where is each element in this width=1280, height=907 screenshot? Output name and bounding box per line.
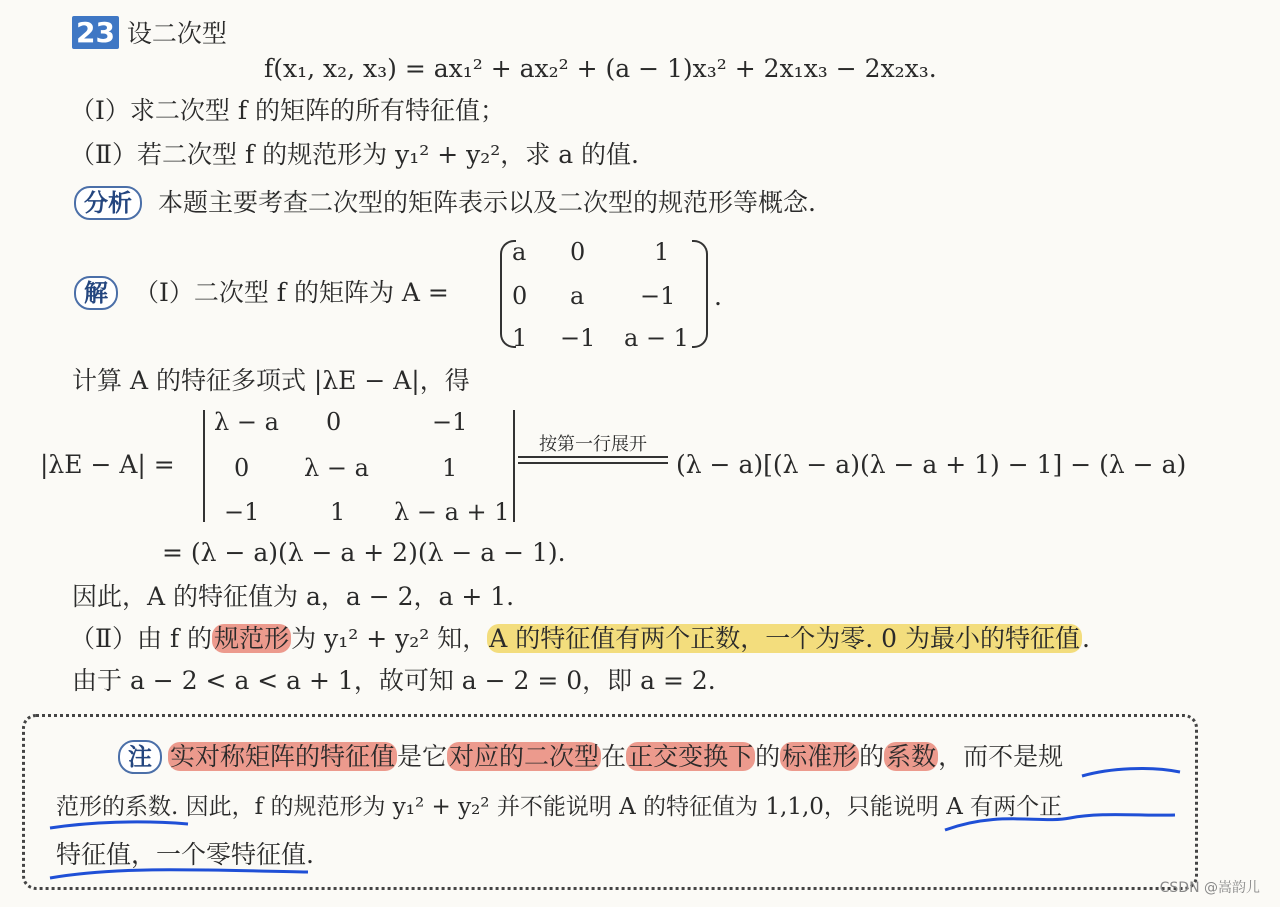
matrix-cell: a	[512, 238, 527, 266]
matrix-cell: −1	[560, 324, 596, 352]
note-highlight-3: 正交变换下	[628, 742, 754, 771]
note-highlight-2: 对应的二次型	[449, 742, 600, 771]
det-cell: λ − a	[304, 454, 369, 482]
det-cell: −1	[224, 498, 260, 526]
analysis-text: 本题主要考查二次型的矩阵表示以及二次型的规范形等概念.	[157, 188, 816, 217]
matrix-period: .	[714, 282, 722, 311]
note-text-2: 在	[601, 742, 627, 771]
problem-part1: （Ⅰ）求二次型 f 的矩阵的所有特征值；	[70, 96, 506, 125]
part2-highlight-normal-form: 规范形	[214, 624, 290, 653]
det-cell: 1	[442, 454, 458, 482]
det-cell: λ − a	[214, 408, 279, 436]
det-lhs: |λE − A| =	[40, 450, 175, 479]
pen-underline-two-positive	[945, 815, 1175, 830]
note-label: 注	[118, 740, 162, 774]
note-line-2: 范形的系数. 因此，f 的规范形为 y₁² + y₂² 并不能说明 A 的特征值为 1,1,0，只能说明 A 有两个正	[56, 794, 1063, 820]
analysis-label: 分析	[74, 186, 142, 220]
note-highlight-5: 系数	[886, 742, 937, 771]
solution-intro: （Ⅰ）二次型 f 的矩阵为 A =	[133, 278, 449, 307]
matrix-cell: 1	[654, 238, 670, 266]
note-line-3: 特征值，一个零特征值.	[56, 840, 314, 869]
part2-highlight-eigen: A 的特征值有两个正数，一个为零. 0 为最小的特征值	[489, 624, 1080, 653]
matrix-cell: 1	[512, 324, 528, 352]
eigen-line: 因此，A 的特征值为 a，a − 2，a + 1.	[72, 582, 515, 611]
det-cell: 0	[326, 408, 342, 436]
matrix-cell: −1	[640, 282, 676, 310]
pen-underline-eigenvalues	[50, 870, 308, 878]
part2-mid: 为 y₁² + y₂² 知，	[291, 624, 488, 653]
problem-intro: 设二次型	[126, 19, 227, 48]
solution-label: 解	[74, 276, 118, 310]
problem-part2: （Ⅱ）若二次型 f 的规范形为 y₁² + y₂²，求 a 的值.	[70, 140, 640, 169]
matrix-cell: a	[570, 282, 585, 310]
det-cell: −1	[432, 408, 468, 436]
part2-end: .	[1081, 624, 1090, 653]
conclusion-line: 由于 a − 2 < a < a + 1，故可知 a − 2 = 0，即 a = 2.	[72, 666, 716, 695]
expand-result: (λ − a)[(λ − a)(λ − a + 1) − 1] − (λ − a)	[676, 450, 1187, 479]
pen-underline-not-normal-form	[1082, 769, 1180, 776]
note-highlight-4: 标准形	[782, 742, 858, 771]
char-poly-line: 计算 A 的特征多项式 |λE − A|，得	[72, 366, 470, 395]
note-text-5: ，而不是规	[938, 742, 1064, 771]
note-text-3: 的	[755, 742, 781, 771]
det-cell: λ − a + 1	[394, 498, 510, 526]
note-text-1: 是它	[397, 742, 448, 771]
factored-result: = (λ − a)(λ − a + 2)(λ − a − 1).	[162, 538, 566, 567]
det-cell: 0	[234, 454, 250, 482]
watermark: CSDN @嵩韵儿	[1159, 880, 1260, 896]
matrix-cell: 0	[512, 282, 528, 310]
matrix-cell: 0	[570, 238, 586, 266]
pen-underline-coefficients	[50, 822, 188, 828]
note-highlight-1: 实对称矩阵的特征值	[170, 742, 396, 771]
note-text-4: 的	[859, 742, 885, 771]
problem-formula: f(x₁, x₂, x₃) = ax₁² + ax₂² + (a − 1)x₃² + 2x₁x₃ − 2x₂x₃.	[264, 54, 937, 83]
problem-number: 23	[72, 16, 119, 49]
expand-label: 按第一行展开	[539, 434, 647, 455]
det-cell: 1	[330, 498, 346, 526]
part2-prefix: （Ⅱ）由 f 的	[70, 624, 213, 653]
matrix-cell: a − 1	[624, 324, 689, 352]
